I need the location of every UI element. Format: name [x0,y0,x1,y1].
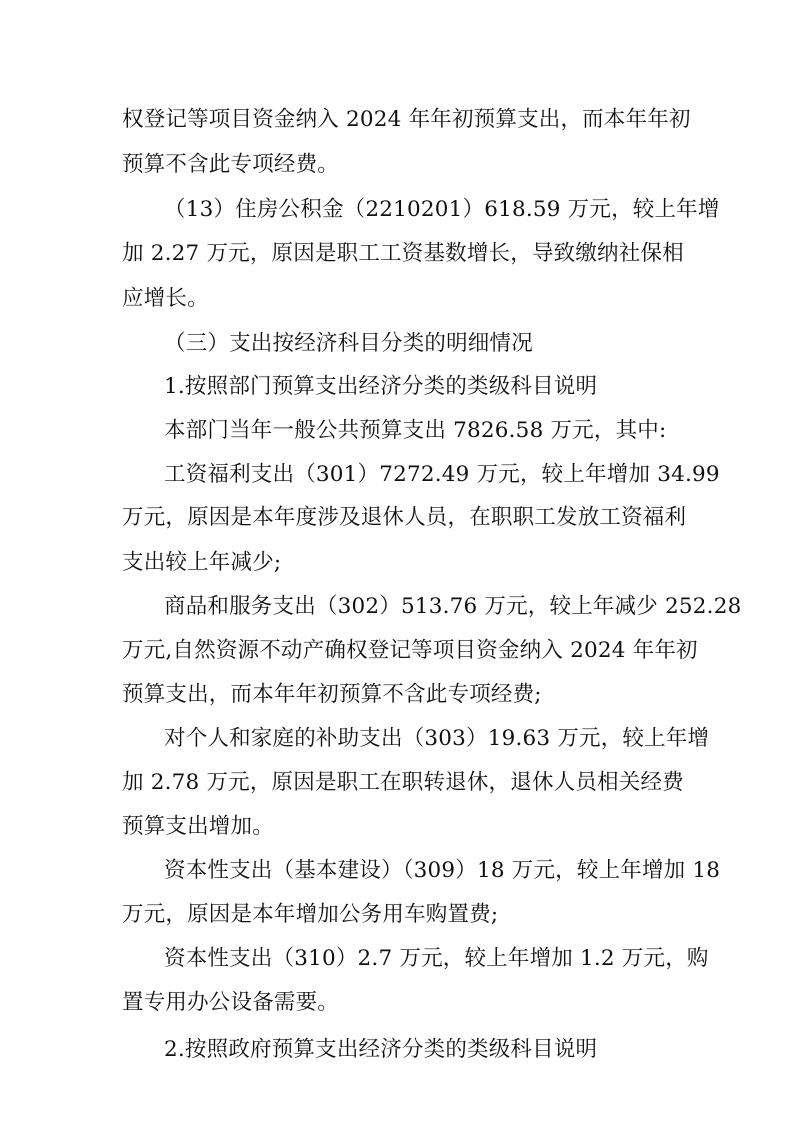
text-line: 预算支出，而本年年初预算不含此专项经费; [122,682,542,707]
text-line: 置专用办公设备需要。 [122,990,340,1015]
text-line: 资本性支出（310）2.7 万元，较上年增加 1.2 万元，购 [164,946,709,971]
text-line: 权登记等项目资金纳入 2024 年年初预算支出，而本年年初 [122,107,691,132]
text-line: 本部门当年一般公共预算支出 7826.58 万元，其中: [164,418,667,443]
text-line: 预算不含此专项经费。 [122,152,340,177]
text-line: 对个人和家庭的补助支出（303）19.63 万元，较上年增 [164,726,710,751]
section-heading: （三）支出按经济科目分类的明细情况 [164,331,533,356]
text-line: 万元，原因是本年度涉及退休人员，在职职工发放工资福利 [122,505,687,530]
text-line: 加 2.27 万元，原因是职工工资基数增长，导致缴纳社保相 [122,241,684,266]
text-line: 商品和服务支出（302）513.76 万元，较上年减少 252.28 [164,594,742,619]
text-line: 预算支出增加。 [122,814,274,839]
text-line: 万元，原因是本年增加公务用车购置费; [122,902,499,927]
text-line: 加 2.78 万元，原因是职工在职转退休，退休人员相关经费 [122,770,684,795]
text-line: 工资福利支出（301）7272.49 万元，较上年增加 34.99 [164,462,720,487]
text-line: 应增长。 [122,286,209,311]
subsection-heading: 1.按照部门预算支出经济分类的类级科目说明 [164,374,598,399]
text-line: （13）住房公积金（2210201）618.59 万元，较上年增 [164,197,720,222]
subsection-heading: 2.按照政府预算支出经济分类的类级科目说明 [164,1037,598,1062]
text-line: 资本性支出（基本建设）（309）18 万元，较上年增加 18 [164,858,721,883]
text-line: 万元,自然资源不动产确权登记等项目资金纳入 2024 年年初 [122,638,698,663]
text-line: 支出较上年减少; [122,550,282,575]
